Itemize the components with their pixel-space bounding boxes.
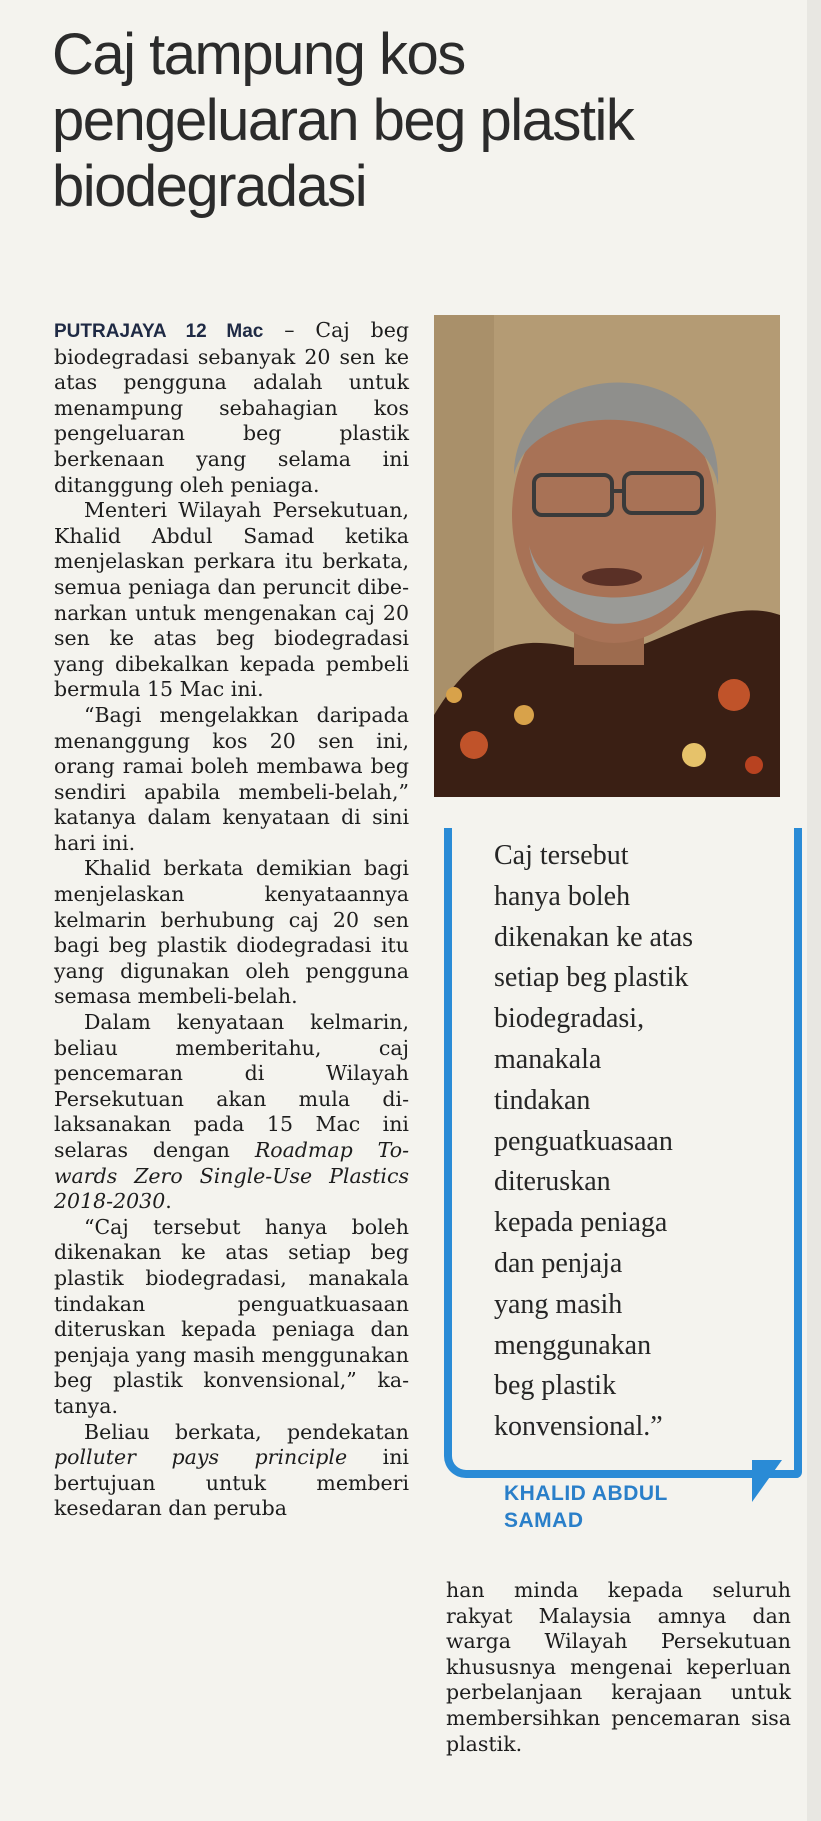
italic-term: polluter pays principle <box>54 1445 348 1470</box>
article-paragraph-6: “Caj tersebut hanya boleh dikenakan ke atas setiap beg plastik biodegradasi, manakala tindakan penguatkuasaan diteruskan kepada peniaga dan penjaja yang masih menggunakan beg plastik konvensional,” katanya. <box>54 1214 409 1418</box>
article-right-column <box>446 1578 791 1757</box>
pull-quote-line: dan penjaja <box>494 1247 623 1279</box>
article-paragraph-4: Khalid berkata demikian bagi menjelaskan kenyataannya kelmarin berhubung caj 20 sen bagi beg plastik diodegradasi itu yang digunakan oleh pengguna semasa membeli-belah. <box>54 856 409 1009</box>
paragraph-text: Dalam kenyataan kelmarin, beliau memberitahu, caj pencemaran di Wilayah Persekutuan akan mula dilaksanakan pada 15 Mac ini selaras dengan <box>54 1010 409 1162</box>
pull-quote-line: Caj tersebut <box>494 840 629 871</box>
pull-quote-line: beg plastik <box>494 1370 617 1402</box>
italic-title: Roadmap Towards Zero Single-Use Plastics 2018-2030 <box>54 1138 409 1214</box>
pull-quote-line: yang masih <box>494 1288 623 1320</box>
pull-quote-line: konvensional.” <box>494 1411 663 1443</box>
paragraph-text: Caj beg biodegradasi sebanyak 20 sen ke atas pengguna adalah untuk menampung sebahagian kos pengeluaran beg plastik berkenaan yang selama ini ditanggung oleh peniaga. <box>54 318 409 497</box>
article-paragraph-5 <box>54 1010 409 1215</box>
paragraph-text: ini bertujuan untuk memberi kesedaran dan peruba <box>54 1445 409 1521</box>
headline: Caj tampung kos pengeluaran beg plastik biodegradasi <box>52 22 634 219</box>
pull-quote-text <box>494 836 784 1448</box>
article-continuation: han minda kepada seluruh rakyat Malaysia amnya dan warga Wilayah Persekutuan khususnya mengenai keperluan perbelanjaan kerajaan untuk membersihkan pencemaran sisa plastik. <box>446 1578 791 1756</box>
author-name-line-1: KHALID ABDUL <box>504 1482 668 1505</box>
paragraph-text: . <box>165 1189 172 1214</box>
article-paragraph-2: Menteri Wilayah Persekutuan, Khalid Abdul Samad ketika menjelaskan perkara itu berkata, semua peniaga dan peruncit dibenarkan untuk mengenakan caj 20 sen ke atas beg biodegradasi yang dibekalkan kepada pembeli bermula 15 Mac ini. <box>54 498 409 702</box>
pull-quote-line: menggunakan <box>494 1329 652 1361</box>
article-paragraph-7 <box>54 1420 409 1522</box>
portrait-photo <box>434 315 780 797</box>
pull-quote-line: diteruskan <box>494 1166 611 1198</box>
pull-quote-line: setiap beg plastik <box>494 962 689 994</box>
page-edge <box>807 0 821 1821</box>
pull-quote-line: penguatkuasaan <box>494 1125 673 1157</box>
pull-quote-line: biodegradasi, <box>494 1003 645 1035</box>
pull-quote-author <box>504 1480 744 1534</box>
author-name-line-2: SAMAD <box>504 1509 584 1532</box>
dateline: PUTRAJAYA 12 Mac <box>54 321 264 342</box>
pull-quote-line: dikenakan ke atas <box>494 921 694 953</box>
article-paragraph-1: PUTRAJAYA 12 Mac – Caj beg biodegradasi sebanyak 20 sen ke atas pengguna adalah untuk menampung sebahagian kos pengeluaran beg plastik berkenaan yang selama ini ditanggung oleh peniaga. <box>54 318 409 497</box>
pull-quote-line: manakala <box>494 1043 602 1075</box>
article-left-column <box>54 318 409 1522</box>
portrait-illustration <box>434 315 780 797</box>
paragraph-text: Beliau berkata, pendekatan <box>84 1419 409 1444</box>
pull-quote-line: tindakan <box>494 1084 591 1116</box>
pull-quote-tail <box>752 1460 782 1502</box>
pull-quote-line: kepada peniaga <box>494 1207 668 1239</box>
pull-quote-line: hanya boleh <box>494 880 631 912</box>
article-paragraph-3: “Bagi mengelakkan daripada menanggung kos 20 sen ini, orang ramai boleh membawa beg sendiri apabila membeli-belah,” katanya dalam kenyataan di sini hari ini. <box>54 702 409 855</box>
